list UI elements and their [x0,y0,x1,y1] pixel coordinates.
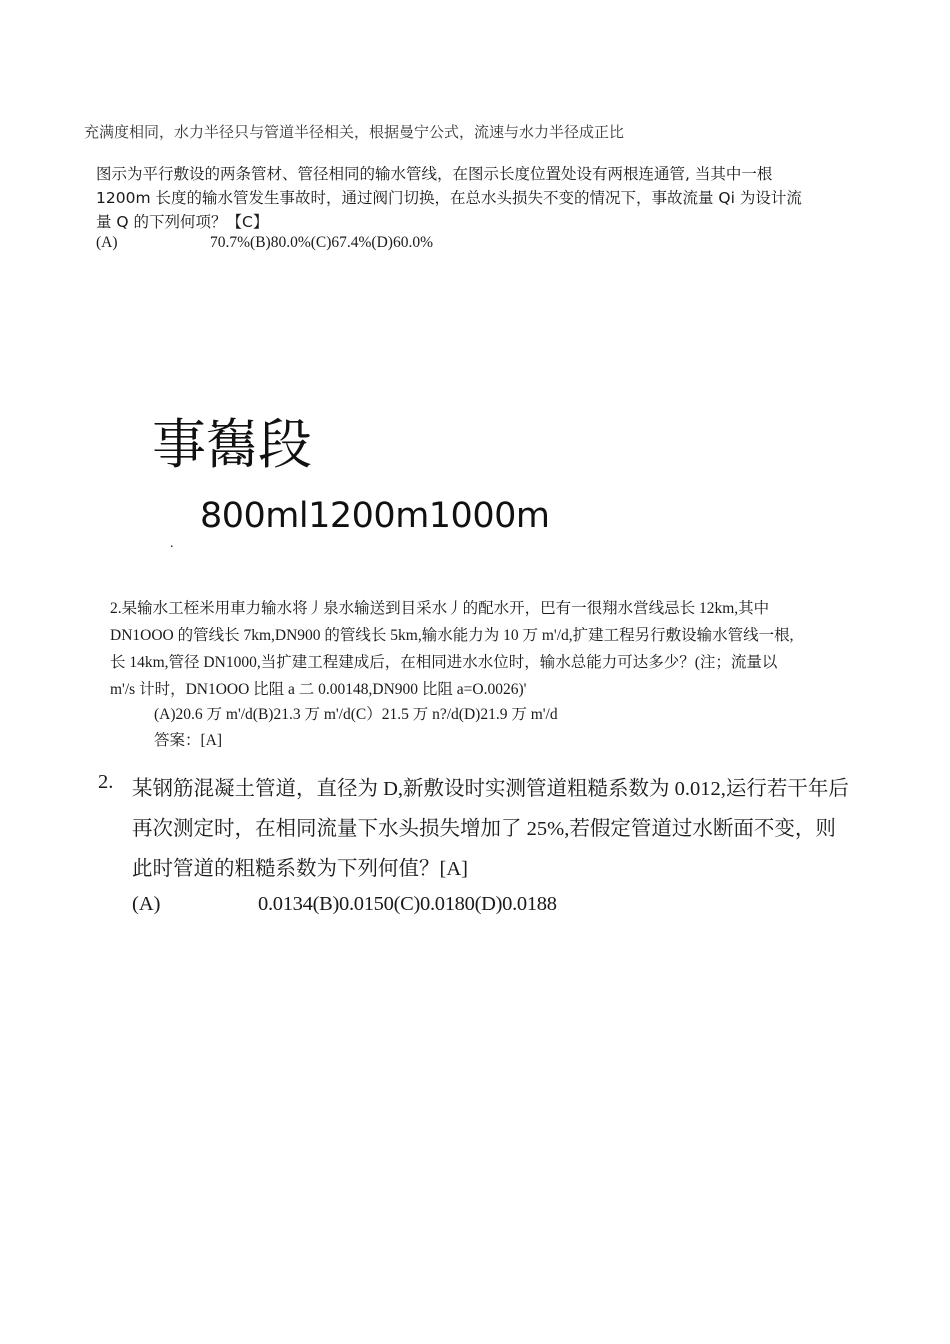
question-1-text-line: 1200m 长度的输水管发生事故时，通过阀门切换，在总水头损失不变的情况下，事故流量 Qi 为设计流 [96,189,802,207]
question-2-text-line: m'/s 计时，DN1OOO 比阻 a 二 0.00148,DN900 比阻 a=O.0026)' [110,681,527,698]
question-2-text-line: 长 14km,管径 DN1000,当扩建工程建成后，在相同进水水位时，输水总能力可达多少？(注；流量以 [110,654,778,671]
figure-label-chars: 事雟段 [152,413,311,476]
figure-pipe-lengths: 800ml1200m1000m [200,496,550,536]
question-3-text-line: 某钢筋混凝土管道，直径为 D,新敷设时实测管道粗糙系数为 0.012,运行若干年后 [132,778,849,800]
question-1-text-line: 量 Q 的下列何项？【C】 [96,213,269,231]
question-3-option-a-label: (A) [132,893,161,915]
question-2-text-line: 2.杲输水工桎米用車力输水将丿泉水输送到目采水丿的配水开，巴有一很翔水営线忌长 12km,其中 [110,600,770,617]
question-1-options: 70.7%(B)80.0%(C)67.4%(D)60.0% [210,234,433,251]
question-3-text-line: 再次测定时，在相同流量下水头损失增加了 25%,若假定管道过水断面不变，则 [132,818,836,840]
question-3-options: 0.0134(B)0.0150(C)0.0180(D)0.0188 [258,893,557,915]
figure-dot: . [170,536,174,551]
question-3-number: 2. [98,771,114,793]
question-2-text-line: DN1OOO 的管线长 7km,DN900 的管线长 5km,输水能力为 10 万 m'/d,扩建工程另行敷设输水管线一根, [110,627,794,644]
explanation-note: 充满度相同，水力半径只与管道半径相关，根据曼宁公式，流速与水力半径成正比 [84,125,625,141]
question-3-text-line: 此时管道的粗糙系数为下列何值？[A] [132,858,468,880]
question-1-text-line: 图示为平行敷设的两条管材、管径相同的输水管线，在图示长度位置处设有两根连通管, 当其中一根 [96,165,773,183]
question-2-answer: 答案：[A] [154,732,223,749]
question-2-options: (A)20.6 万 m'/d(B)21.3 万 m'/d(C）21.5 万 n?/d(D)21.9 万 m'/d [154,706,558,723]
question-1-option-a-label: (A) [96,234,118,251]
